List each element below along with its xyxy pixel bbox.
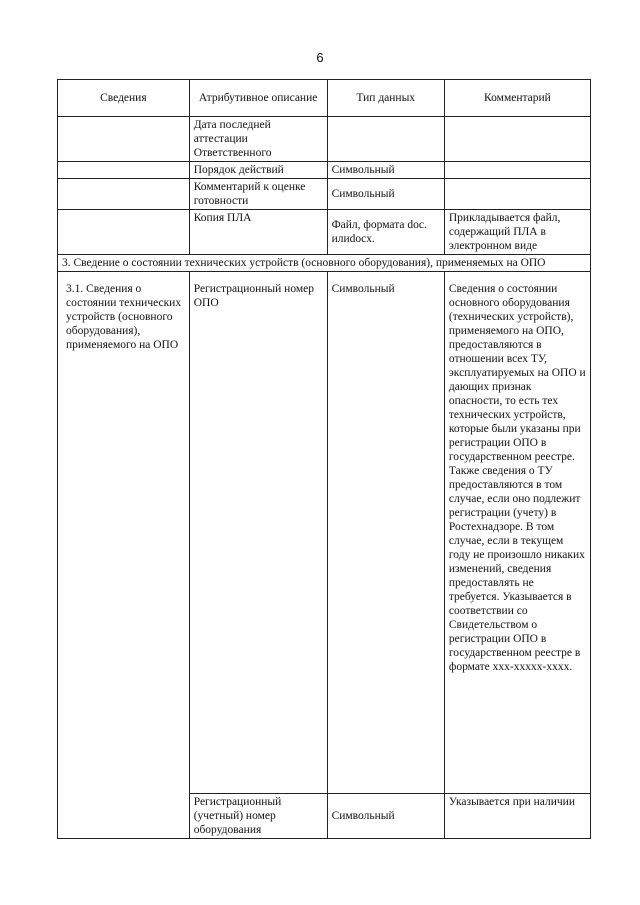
cell-info xyxy=(58,162,190,179)
cell-type: Файл, формата doc. илиdocx. xyxy=(327,210,444,255)
header-data-type: Тип данных xyxy=(327,80,444,117)
cell-attribute: Комментарий к оценке готовности xyxy=(189,179,327,210)
cell-comment: Указывается при наличии xyxy=(444,794,590,839)
cell-info-3-1: 3.1. Сведения о состоянии технических устройств (основного оборудования), применяемого на ОПО xyxy=(58,272,190,839)
cell-attribute: Порядок действий xyxy=(189,162,327,179)
cell-comment: Сведения о состоянии основного оборудования (технических устройств), применяемого на ОПО, предоставляются в отношении всех ТУ, эксплуатируемых на ОПО и дающих признак опасности, то есть тех технических устройств, которые были указаны при регистрации ОПО в государственном реестре. Также сведения о ТУ предоставляются в том случае, если оно подлежит регистрации (учету) в Ростехнадзоре. В том случае, если в текущем году не произошло никаких изменений, сведения предоставлять не требуется. Указывается в соответствии со Свидетельством о регистрации ОПО в государственном реестре в формате ххх-ххххх-хххх. xyxy=(444,272,590,794)
header-attribute-description: Атрибутивное описание xyxy=(189,80,327,117)
cell-type: Символьный xyxy=(327,179,444,210)
cell-comment xyxy=(444,179,590,210)
table-row xyxy=(58,117,591,162)
cell-comment xyxy=(444,117,590,162)
cell-attribute: Копия ПЛА xyxy=(189,210,327,255)
table-row xyxy=(58,272,591,794)
header-comment: Комментарий xyxy=(444,80,590,117)
header-svedeniya: Сведения xyxy=(58,80,190,117)
cell-comment xyxy=(444,162,590,179)
cell-type: Символьный xyxy=(327,162,444,179)
cell-type: Символьный xyxy=(327,272,444,794)
cell-attribute: Регистрационный (учетный) номер оборудования xyxy=(189,794,327,839)
cell-info xyxy=(58,210,190,255)
cell-attribute: Регистрационный номер ОПО xyxy=(189,272,327,794)
cell-comment: Прикладывается файл, содержащий ПЛА в электронном виде xyxy=(444,210,590,255)
section-3-heading: 3. Сведение о состоянии технических устройств (основного оборудования), применяемых на ОПО xyxy=(58,255,591,272)
cell-info xyxy=(58,117,190,162)
page-number: 6 xyxy=(316,50,324,65)
table-row xyxy=(58,179,591,210)
cell-attribute: Дата последней аттестации Ответственного xyxy=(189,117,327,162)
cell-type xyxy=(327,117,444,162)
table-header-row xyxy=(58,80,591,117)
table-row xyxy=(58,162,591,179)
section-heading-row xyxy=(58,255,591,272)
data-table xyxy=(57,79,591,839)
cell-info xyxy=(58,179,190,210)
cell-type: Символьный xyxy=(327,794,444,839)
table-row xyxy=(58,210,591,255)
